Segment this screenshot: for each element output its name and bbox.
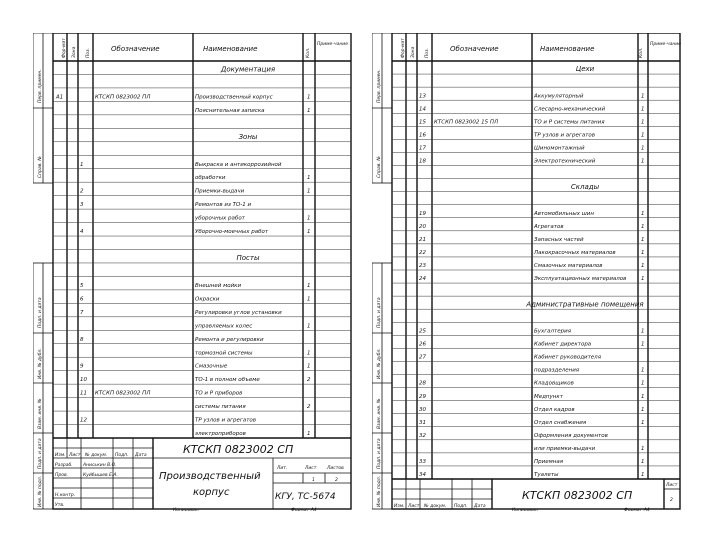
cell-quantity: 1 (641, 145, 645, 152)
cell-quantity: 1 (641, 106, 645, 113)
tb-format: Формат А4 (624, 508, 650, 511)
cell-quantity: 1 (641, 276, 645, 283)
header-name: Наименование (540, 45, 595, 53)
tb-title-line2: корпус (193, 487, 230, 498)
table-row (53, 254, 351, 263)
cell-name: Оформления документов (534, 432, 608, 439)
table-row (392, 133, 680, 140)
cell-position: 4 (80, 229, 84, 236)
cell-quantity: 1 (641, 459, 645, 466)
table-row (53, 133, 351, 142)
tb-col-ndoc: № докум. (424, 504, 447, 509)
tb-col-data: Дата (474, 504, 486, 509)
table-row (392, 224, 680, 231)
cell-quantity: 1 (641, 472, 645, 479)
cell-position: 31 (419, 419, 426, 426)
header-designation: Обозначение (450, 45, 499, 53)
tb-razrab-name: Аниськин В.О. (83, 463, 117, 468)
cell-position: 2 (80, 188, 84, 195)
side-ref-no: Справ. № (38, 156, 43, 178)
cell-format: А1 (56, 94, 64, 101)
table-row (392, 328, 680, 335)
cell-quantity: 1 (307, 107, 311, 114)
spec-sheet-1 (33, 33, 353, 511)
cell-position: 24 (419, 276, 426, 283)
table-row (392, 237, 680, 244)
cell-designation: КТСКП 0823002 ПЛ (95, 94, 151, 101)
cell-position: 26 (419, 341, 426, 348)
cell-quantity: 1 (641, 237, 645, 244)
header-format: Фор-мат (401, 38, 406, 58)
table-row (392, 433, 680, 440)
side-orig-inv: Инв. № подл. (377, 475, 382, 507)
cell-name: Производственный корпус (195, 94, 273, 101)
cell-name: Уборочно-моечных работ (195, 229, 269, 236)
header-format: Фор-мат (62, 38, 67, 58)
table-body (53, 33, 351, 438)
cell-name: Лакокрасочных материалов (534, 250, 616, 257)
table-row (392, 146, 680, 153)
table-row (392, 368, 680, 375)
cell-position: 8 (80, 336, 84, 343)
cell-position: 29 (419, 393, 426, 400)
spec-sheet-2 (372, 33, 682, 511)
cell-quantity: 1 (307, 350, 311, 357)
spec-sheet-2-drawing (372, 33, 682, 511)
cell-position: 14 (419, 106, 426, 113)
cell-name: ТО-1 в полном объеме (195, 377, 260, 384)
cell-name: обработки (195, 175, 226, 182)
table-row (392, 355, 680, 362)
table-row (392, 106, 680, 113)
cell-position: 28 (419, 380, 426, 387)
tb-kopiroval: Копировал (512, 508, 538, 511)
cell-name: Бухгалтерия (534, 328, 572, 335)
side-first-use: Перв. примен. (38, 69, 43, 103)
table-row (392, 446, 680, 453)
tb-col-list: Лист (69, 453, 81, 458)
cell-quantity: 1 (641, 223, 645, 230)
cell-position: 30 (419, 406, 426, 413)
cell-quantity: 1 (307, 282, 311, 289)
cell-quantity: 1 (641, 393, 645, 400)
cell-name: Смазочные (195, 363, 228, 370)
cell-quantity: 1 (307, 323, 311, 330)
cell-name: Шиномонтажный (534, 145, 585, 152)
cell-position: 33 (419, 459, 426, 466)
section-heading: Документация (220, 65, 276, 74)
tb-list-val: 1 (312, 478, 315, 483)
table-row (392, 65, 680, 74)
side-dup-inv: Инв. № дубл. (377, 348, 382, 379)
tb-prov: Пров. (55, 473, 69, 478)
title-block (53, 438, 351, 509)
cell-name: Слесарно-механический (534, 106, 606, 113)
cell-name: Приемная (534, 459, 564, 466)
cell-name: Автомобильных шин (534, 210, 594, 217)
tb-list: Лист (305, 466, 317, 471)
header-zone: Зона (411, 46, 416, 58)
cell-position: 7 (80, 309, 84, 316)
cell-name: Окраски (195, 296, 220, 303)
cell-quantity: 1 (641, 406, 645, 413)
tb-code: КТСКП 0823002 СП (183, 443, 294, 456)
table-row (53, 418, 351, 425)
tb-title-line1: Производственный (159, 471, 261, 482)
cell-position: 9 (80, 363, 84, 370)
cell-name: ТР узлов и агрегатов (195, 417, 257, 424)
cell-position: 23 (419, 263, 426, 270)
cell-position: 5 (80, 282, 84, 289)
side-sign-date: Подп. и дата (377, 297, 382, 328)
cell-name: Кабинет директора (534, 341, 592, 348)
header-qty: Кол. (306, 47, 311, 58)
cell-name: Регулировки углов установки (195, 309, 282, 316)
tb-utv: Утв. (55, 503, 65, 508)
cell-name: подразделения (534, 367, 580, 374)
section-heading: Посты (236, 254, 260, 263)
tb-col-podp: Подп. (454, 504, 468, 509)
cell-name: ТР узлов и агрегатов (534, 132, 596, 139)
cell-name: Ремонта и регулировки (195, 336, 264, 343)
cell-quantity: 1 (641, 419, 645, 426)
cell-quantity: 1 (307, 188, 311, 195)
cell-position: 10 (80, 377, 87, 384)
side-sign-date: Подп. и дата (38, 297, 43, 328)
tb-col-list: Лист (408, 504, 420, 509)
cell-name: Отдел кадров (534, 406, 575, 413)
table-row (392, 300, 680, 309)
cell-quantity: 2 (307, 404, 311, 411)
cell-position: 22 (419, 250, 426, 257)
header-pos: Поз. (86, 48, 91, 58)
cell-quantity: 1 (641, 328, 645, 335)
tb-kopiroval: Копировал (173, 508, 199, 511)
cell-position: 1 (80, 161, 84, 168)
cell-quantity: 1 (307, 94, 311, 101)
table-row (392, 472, 680, 479)
section-heading: Склады (570, 182, 600, 191)
table-row (53, 391, 351, 398)
cell-quantity: 1 (641, 119, 645, 126)
section-heading: Административные помещения (526, 300, 644, 309)
cell-position: 3 (80, 202, 84, 209)
cell-designation: КТСКП 0823002 ПЛ (95, 390, 151, 397)
cell-position: 6 (80, 296, 84, 303)
cell-quantity: 1 (307, 363, 311, 370)
cell-position: 27 (419, 354, 426, 361)
table-row (53, 66, 351, 75)
cell-name: Агрегатов (534, 223, 564, 230)
table-row (392, 263, 680, 270)
table-row (53, 189, 351, 196)
table-header (53, 38, 351, 61)
cell-name: Кабинет руководителя (534, 354, 602, 361)
cell-quantity: 1 (307, 175, 311, 182)
cell-quantity: 1 (641, 132, 645, 139)
cell-name: Электротехнический (534, 158, 596, 165)
table-row (53, 202, 351, 209)
cell-quantity: 1 (641, 446, 645, 453)
side-sign-date-2: Подп. и дата (377, 438, 382, 469)
cell-quantity: 1 (641, 263, 645, 270)
cell-name: уборочных работ (195, 215, 245, 222)
cell-name: Приемки-выдачи (195, 188, 245, 195)
cell-position: 17 (419, 145, 426, 152)
table-row (53, 310, 351, 317)
table-row (53, 431, 351, 438)
table-row (392, 93, 680, 100)
tb-listov-val: 2 (335, 478, 338, 483)
table-row (392, 381, 680, 388)
tb-col-ndoc: № докум. (85, 453, 108, 458)
cell-quantity: 1 (641, 380, 645, 387)
cell-quantity: 1 (307, 431, 311, 438)
cell-name: Пояснительная записка (195, 107, 265, 114)
cell-name: ТО и Р приборов (195, 390, 243, 397)
section-heading: Цехи (575, 65, 595, 74)
spec-sheet-1-drawing (33, 33, 353, 511)
cell-name: Смазочных материалов (534, 263, 603, 270)
table-row (53, 296, 351, 303)
cell-position: 32 (419, 432, 426, 439)
table-row (392, 211, 680, 218)
title-block (392, 479, 680, 509)
cell-quantity: 1 (641, 93, 645, 100)
table-row (53, 350, 351, 357)
cell-designation: КТСКП 0823002 15 ПЛ (434, 119, 499, 126)
table-row (392, 420, 680, 427)
cell-position: 20 (419, 223, 426, 230)
table-row (53, 216, 351, 223)
tb-list: Лист (666, 483, 678, 488)
header-zone: Зона (72, 46, 77, 58)
cell-quantity: 1 (307, 215, 311, 222)
cell-name: Медпункт (534, 393, 563, 400)
cell-position: 25 (419, 328, 426, 335)
tb-org: КГУ, ТС-5674 (275, 492, 336, 502)
table-row (392, 119, 680, 126)
table-row (53, 404, 351, 411)
tb-format: Формат А4 (291, 508, 317, 511)
table-row (392, 183, 680, 192)
cell-name: тормозной системы (195, 350, 253, 357)
cell-name: Кладовщиков (534, 380, 574, 387)
table-row (53, 94, 351, 101)
side-strip (372, 33, 392, 509)
cell-quantity: 1 (641, 367, 645, 374)
tb-list-val: 2 (670, 498, 673, 503)
table-row (53, 337, 351, 344)
cell-name: Запасных частей (534, 237, 584, 244)
cell-quantity: 2 (307, 377, 311, 384)
table-row (53, 229, 351, 236)
header-note: Приме-чание (650, 42, 682, 47)
table-row (392, 342, 680, 349)
side-replaced-inv: Взам. инв. № (377, 398, 382, 429)
cell-name: управляемых колес (195, 323, 253, 330)
tb-lit: Лит. (277, 466, 288, 471)
table-row (392, 276, 680, 283)
table-row (53, 377, 351, 384)
cell-name: электроприборов (195, 431, 246, 438)
cell-position: 18 (419, 158, 426, 165)
tb-col-podp: Подп. (115, 453, 129, 458)
cell-name: Эксплуатационных материалов (534, 276, 627, 283)
tb-listov: Листов (327, 466, 344, 471)
side-dup-inv: Инв. № дубл. (38, 348, 43, 379)
side-strip (33, 33, 53, 509)
table-row (392, 250, 680, 257)
cell-name: или приемки-выдачи (534, 446, 596, 453)
cell-name: Аккумуляторный (534, 93, 584, 100)
table-row (53, 162, 351, 169)
cell-position: 15 (419, 119, 426, 126)
table-row (392, 394, 680, 401)
tb-col-izm: Изм. (394, 504, 405, 509)
tb-nkontr: Н.контр. (55, 493, 76, 498)
header-qty: Кол. (639, 47, 644, 58)
table-row (53, 323, 351, 330)
cell-quantity: 1 (641, 250, 645, 257)
cell-position: 13 (419, 93, 426, 100)
cell-position: 12 (80, 417, 87, 424)
header-designation: Обозначение (111, 45, 160, 53)
table-row (53, 175, 351, 182)
table-row (392, 459, 680, 466)
cell-position: 11 (80, 390, 87, 397)
table-row (53, 364, 351, 371)
cell-position: 19 (419, 210, 426, 217)
table-body (392, 33, 680, 479)
cell-position: 34 (419, 472, 426, 479)
table-row (392, 407, 680, 414)
header-note: Приме-чание (317, 42, 349, 47)
cell-position: 21 (419, 237, 426, 244)
cell-name: Туалеты (534, 472, 559, 479)
cell-quantity: 1 (641, 158, 645, 165)
tb-code: КТСКП 0823002 СП (522, 489, 633, 502)
cell-quantity: 1 (641, 210, 645, 217)
table-row (53, 283, 351, 290)
header-name: Наименование (203, 45, 258, 53)
table-row (392, 159, 680, 166)
side-sign-date-2: Подп. и дата (38, 438, 43, 469)
cell-name: ТО и Р системы питания (534, 119, 605, 126)
cell-name: Внешней мойки (195, 282, 242, 289)
cell-quantity: 1 (307, 229, 311, 236)
cell-name: Отдел снабжения (534, 419, 587, 426)
header-pos: Поз. (425, 48, 430, 58)
cell-name: Ремонтов из ТО-1 и (195, 202, 252, 209)
tb-col-data: Дата (135, 453, 147, 458)
cell-name: системы питания (195, 404, 246, 411)
table-row (53, 108, 351, 115)
side-orig-inv: Инв. № подл. (38, 475, 43, 507)
cell-name: Выкраска и антикоррозийной (195, 161, 282, 168)
cell-position: 16 (419, 132, 426, 139)
section-heading: Зоны (238, 132, 258, 141)
side-first-use: Перв. примен. (377, 69, 382, 103)
cell-quantity: 1 (307, 296, 311, 303)
tb-razrab: Разраб. (55, 463, 73, 468)
cell-quantity: 1 (641, 341, 645, 348)
tb-col-izm: Изм. (55, 453, 66, 458)
tb-prov-name: Куйбышев Е.А. (83, 473, 118, 478)
side-replaced-inv: Взам. инв. № (38, 398, 43, 429)
side-ref-no: Справ. № (377, 156, 382, 178)
